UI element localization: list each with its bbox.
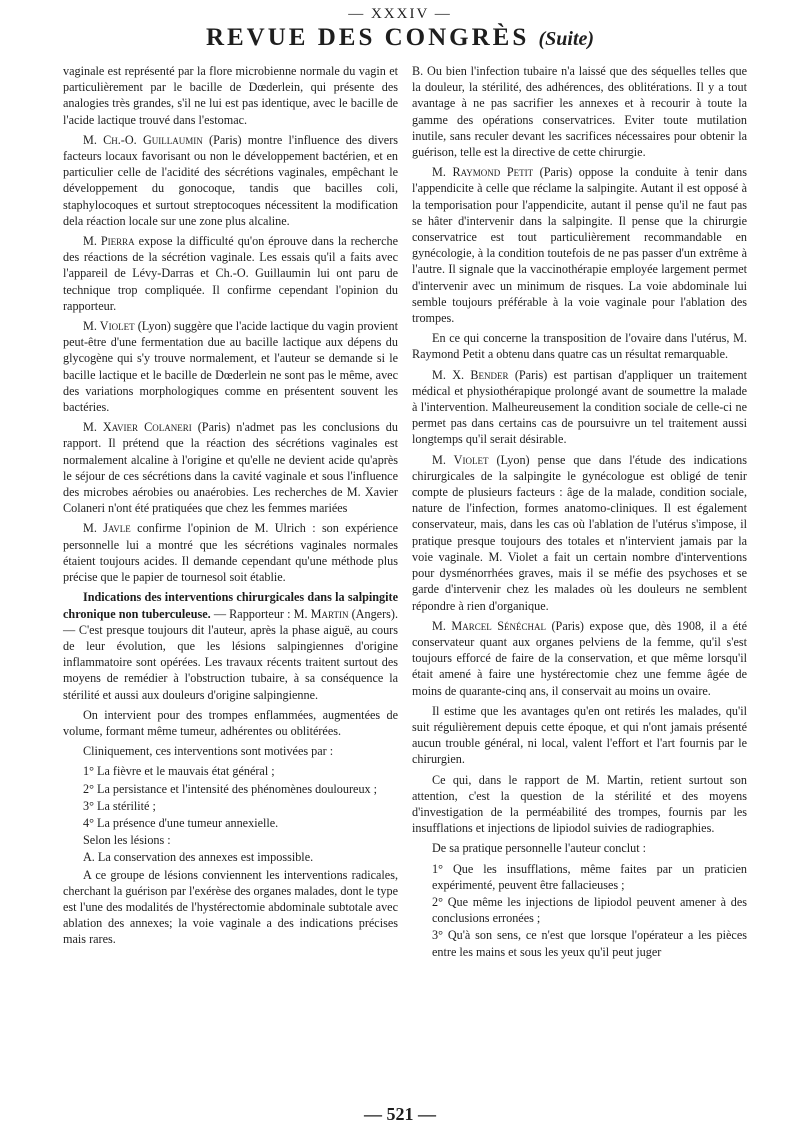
- paragraph: Ce qui, dans le rapport de M. Martin, retient surtout son attention, c'est la question de la stérilité et des moyens d'investigation de la perméabilité des trompes, fournis par les insufflations et injections de lipiodol suivies de radiographies.: [412, 772, 747, 836]
- paragraph: En ce qui concerne la transposition de l'ovaire dans l'utérus, M. Raymond Petit a obtenu dans quatre cas un résultat remarquable.: [412, 331, 747, 362]
- page-number: — 521 —: [364, 1104, 436, 1124]
- list-item: 1° Que les insufflations, même faites par un praticien expérimenté, peuvent être fallacieuses ;: [432, 861, 747, 892]
- right-column: [412, 63, 747, 961]
- paragraph: [412, 452, 747, 614]
- left-column: [63, 63, 398, 952]
- section-heading: [63, 589, 398, 702]
- paragraph-text: (Lyon) pense que dans l'étude des indications chirurgicales de la salpingite le gynécologue est obligé de tenir compte de plusieurs facteurs : âge de la malade, condition sociale, nature de l'infection, formes anatomo-cliniques. Il est également conservateur, mais, dans les cas où l'ablation de l'utérus s'impose, il pratique presque toujours des totales et n'intervient jamais par la voie vaginale. M. Violet a fait un certain nombre d'interventions pour dysménorrhées graves, mais il se méfie des psychoses et se garde d'intervenir chez les malades où les douleurs ne semblent répondre à rien d'organique.: [412, 452, 747, 613]
- title-text: REVUE DES CONGRÈS: [205, 24, 530, 51]
- paragraph-text: (Angers). — C'est presque toujours dit l'auteur, après la phase aiguë, au cours de leur évolution, que les lésions salpingiennes d'origine inflammatoire sont opérées. Les travaux récents traitent surtout des moyens de remédier à l'obstruction tubaire, à sa conséquence la stérilité et aussi aux douleurs d'origine salpingienne.: [63, 606, 398, 702]
- author-name: M. Javle: [83, 521, 131, 536]
- list-item: A. La conservation des annexes est impossible.: [83, 850, 314, 865]
- paragraph-text: (Paris) est partisan d'appliquer un traitement médical et physiothérapique prolongé avant de soumettre la malade à l'intervention. Malheureusement la condition sociale de celle-ci ne permet pas dans certains cas de poursuivre un tel traitement aussi longtemps qu'il serait désirable.: [412, 367, 747, 447]
- list-item: 2° Que même les injections de lipiodol peuvent amener à des conclusions erronées ;: [432, 894, 747, 926]
- paragraph-text: (Paris) n'admet pas les conclusions du rapport. Il prétend que la réaction des sécrétions vaginales est normalement alcaline à l'origine et qu'elle ne devient acide qu'après le séjour de ces sécrétions dans la cavité vaginale et sous l'influence des microbes aérobies ou anaérobies. Les recherches de M. Xavier Colaneri n'ont été pratiquées que chez les femmes mariées: [63, 420, 398, 516]
- author-name: M. Xavier Colaneri: [83, 420, 192, 435]
- author-name: M. Marcel Sénéchal: [432, 618, 546, 633]
- paragraph: [412, 367, 747, 448]
- paragraph: De sa pratique personnelle l'auteur conclut :: [432, 841, 647, 856]
- paragraph: [63, 419, 398, 516]
- list-item: 1° La fièvre et le mauvais état général ;: [83, 764, 275, 779]
- author-name: M. Raymond Petit: [432, 165, 534, 180]
- list-item: 4° La présence d'une tumeur annexielle.: [83, 815, 279, 830]
- paragraph: [412, 618, 747, 699]
- paragraph-text: (Paris) oppose la conduite à tenir dans l'appendicite à celle que réclame la salpingite. Autant il est opposé à la temporisation pour l'appendicite, autant il pense qu'il ne faut pas se hâter d'intervenir dans la salpingite. Il pense que la chirurgie conservatrice est tout particulièrement recommandable en gynécologie, à la condition toutefois de ne pas passer d'un extrême à l'autre. Il signale que la vaccinothérapie employée largement permet d'intervenir avec un minimum de risques. La voie abdominale lui semble toujours préférable à la voie vaginale pour l'ablation des trompes.: [412, 165, 747, 326]
- author-name: M. Violet: [432, 452, 489, 467]
- paragraph: A ce groupe de lésions conviennent les interventions radicales, cherchant la guérison par l'exérèse des organes malades, dont le type est l'une des modalités de l'hystérectomie abdominale subtotale avec ablation des annexes; la voie vaginale a des indications précises mais rares.: [63, 867, 398, 947]
- paragraph: [63, 520, 398, 585]
- paragraph: [63, 233, 398, 314]
- author-name: M. Ch.-O. Guillaumin: [83, 132, 203, 147]
- rapporteur-label: — Rapporteur :: [210, 606, 294, 621]
- paragraph: Cliniquement, ces interventions sont motivées par :: [83, 744, 334, 759]
- paragraph: [63, 318, 398, 415]
- list-item: 3° Qu'à son sens, ce n'est que lorsque l'opérateur a les pièces entre les mains et sous les yeux qu'il peut juger: [432, 928, 747, 959]
- list-item: 2° La persistance et l'intensité des phénomènes douloureux ;: [83, 781, 378, 796]
- paragraph: Il estime que les avantages qu'en ont retirés les malades, qu'il suit régulièrement depuis cette époque, et qui n'ont jamais présenté aucun trouble général, ni local, valent l'effort et l'art fournis par le chirurgien.: [412, 703, 747, 767]
- paragraph-text: confirme l'opinion de M. Ulrich : son expérience personnelle lui a montré que les sécrétions vaginales normales étaient toujours acides. Il demande cependant qu'une méthode plus précise que le papier de tournesol soit établie.: [63, 521, 398, 585]
- author-name: M. Pierra: [83, 234, 135, 249]
- paragraph-text: (Paris) expose que, dès 1908, il a été conservateur quant aux organes pelviens de la femme, qu'il s'est toujours efforcé de faire de la conservation, et que même lorsqu'il était amené à faire une hystérectomie chez une femme âgée de moins de quarante-cinq ans, il conservait au moins un ovaire.: [412, 618, 747, 698]
- paragraph-text: expose la difficulté qu'on éprouve dans la recherche des réactions de la sécrétion vaginale. Les essais qu'il a faits avec l'appareil de Lévy-Darras et Ch.-O. Guillaumin lui ont paru de technique trop compliquée. Il confirme cependant l'opinion du rapporteur.: [63, 234, 398, 313]
- title-suite: (Suite): [538, 28, 595, 50]
- section-heading-text: Indications des interventions chirurgicales dans la salpingite chronique non tuberculeuse.: [63, 590, 398, 621]
- author-name: M. Martin: [293, 606, 349, 621]
- paragraph-text: (Paris) montre l'influence des divers facteurs locaux favorisant ou non le développement bactérien, et en particulier celle de l'acidité des sécrétions vaginales, empêchant le développement du gonocoque, tandis que bacilles coli, staphylocoques et surtout streptocoques nécessitent la modification dela réaction locale sur une zone plus alcaline.: [63, 132, 398, 228]
- paragraph-text: (Lyon) suggère que l'acide lactique du vagin provient peut-être d'une fermentation due au bacille lactique aux dépens du glycogène qui s'y trouve normalement, et l'auteur se demande si le bacille lactique et le bacille de Dœderlein ne sont pas le même, avec des variations morphologiques comme en présentent souvent les bactéries.: [63, 319, 398, 415]
- paragraph: [412, 164, 747, 326]
- list-item: Selon les lésions :: [83, 833, 171, 848]
- author-name: M. X. Bender: [432, 367, 509, 382]
- paragraph: [63, 132, 398, 229]
- roman-page-number: — XXXIV —: [348, 6, 452, 22]
- author-name: M. Violet: [83, 319, 135, 334]
- list-item: 3° La stérilité ;: [83, 798, 156, 813]
- page-title: [0, 24, 800, 52]
- paragraph: vaginale est représenté par la flore microbienne normale du vagin et particulièrement par le bacille de Dœderlein, qui présente des analogies très grandes, s'il ne lui est pas identique, avec le bacille de l'acide lactique trouvé dans l'estomac.: [63, 64, 398, 127]
- paragraph: On intervient pour des trompes enflammées, augmentées de volume, formant même tumeur, adhérentes ou oblitérées.: [63, 707, 398, 738]
- paragraph: B. Ou bien l'infection tubaire n'a laissé que des séquelles telles que la douleur, la stérilité, des adhérences, des oblitérations. Il y a tout avantage à ne pas sacrifier les annexes et à recourir à toute la gamme des opérations conservatrices. Eviter toute mutilation inutile, sans reculer devant les sacrifices nécessaires pour obtenir la guérison, telle est la directive de cette chirurgie.: [412, 64, 747, 160]
